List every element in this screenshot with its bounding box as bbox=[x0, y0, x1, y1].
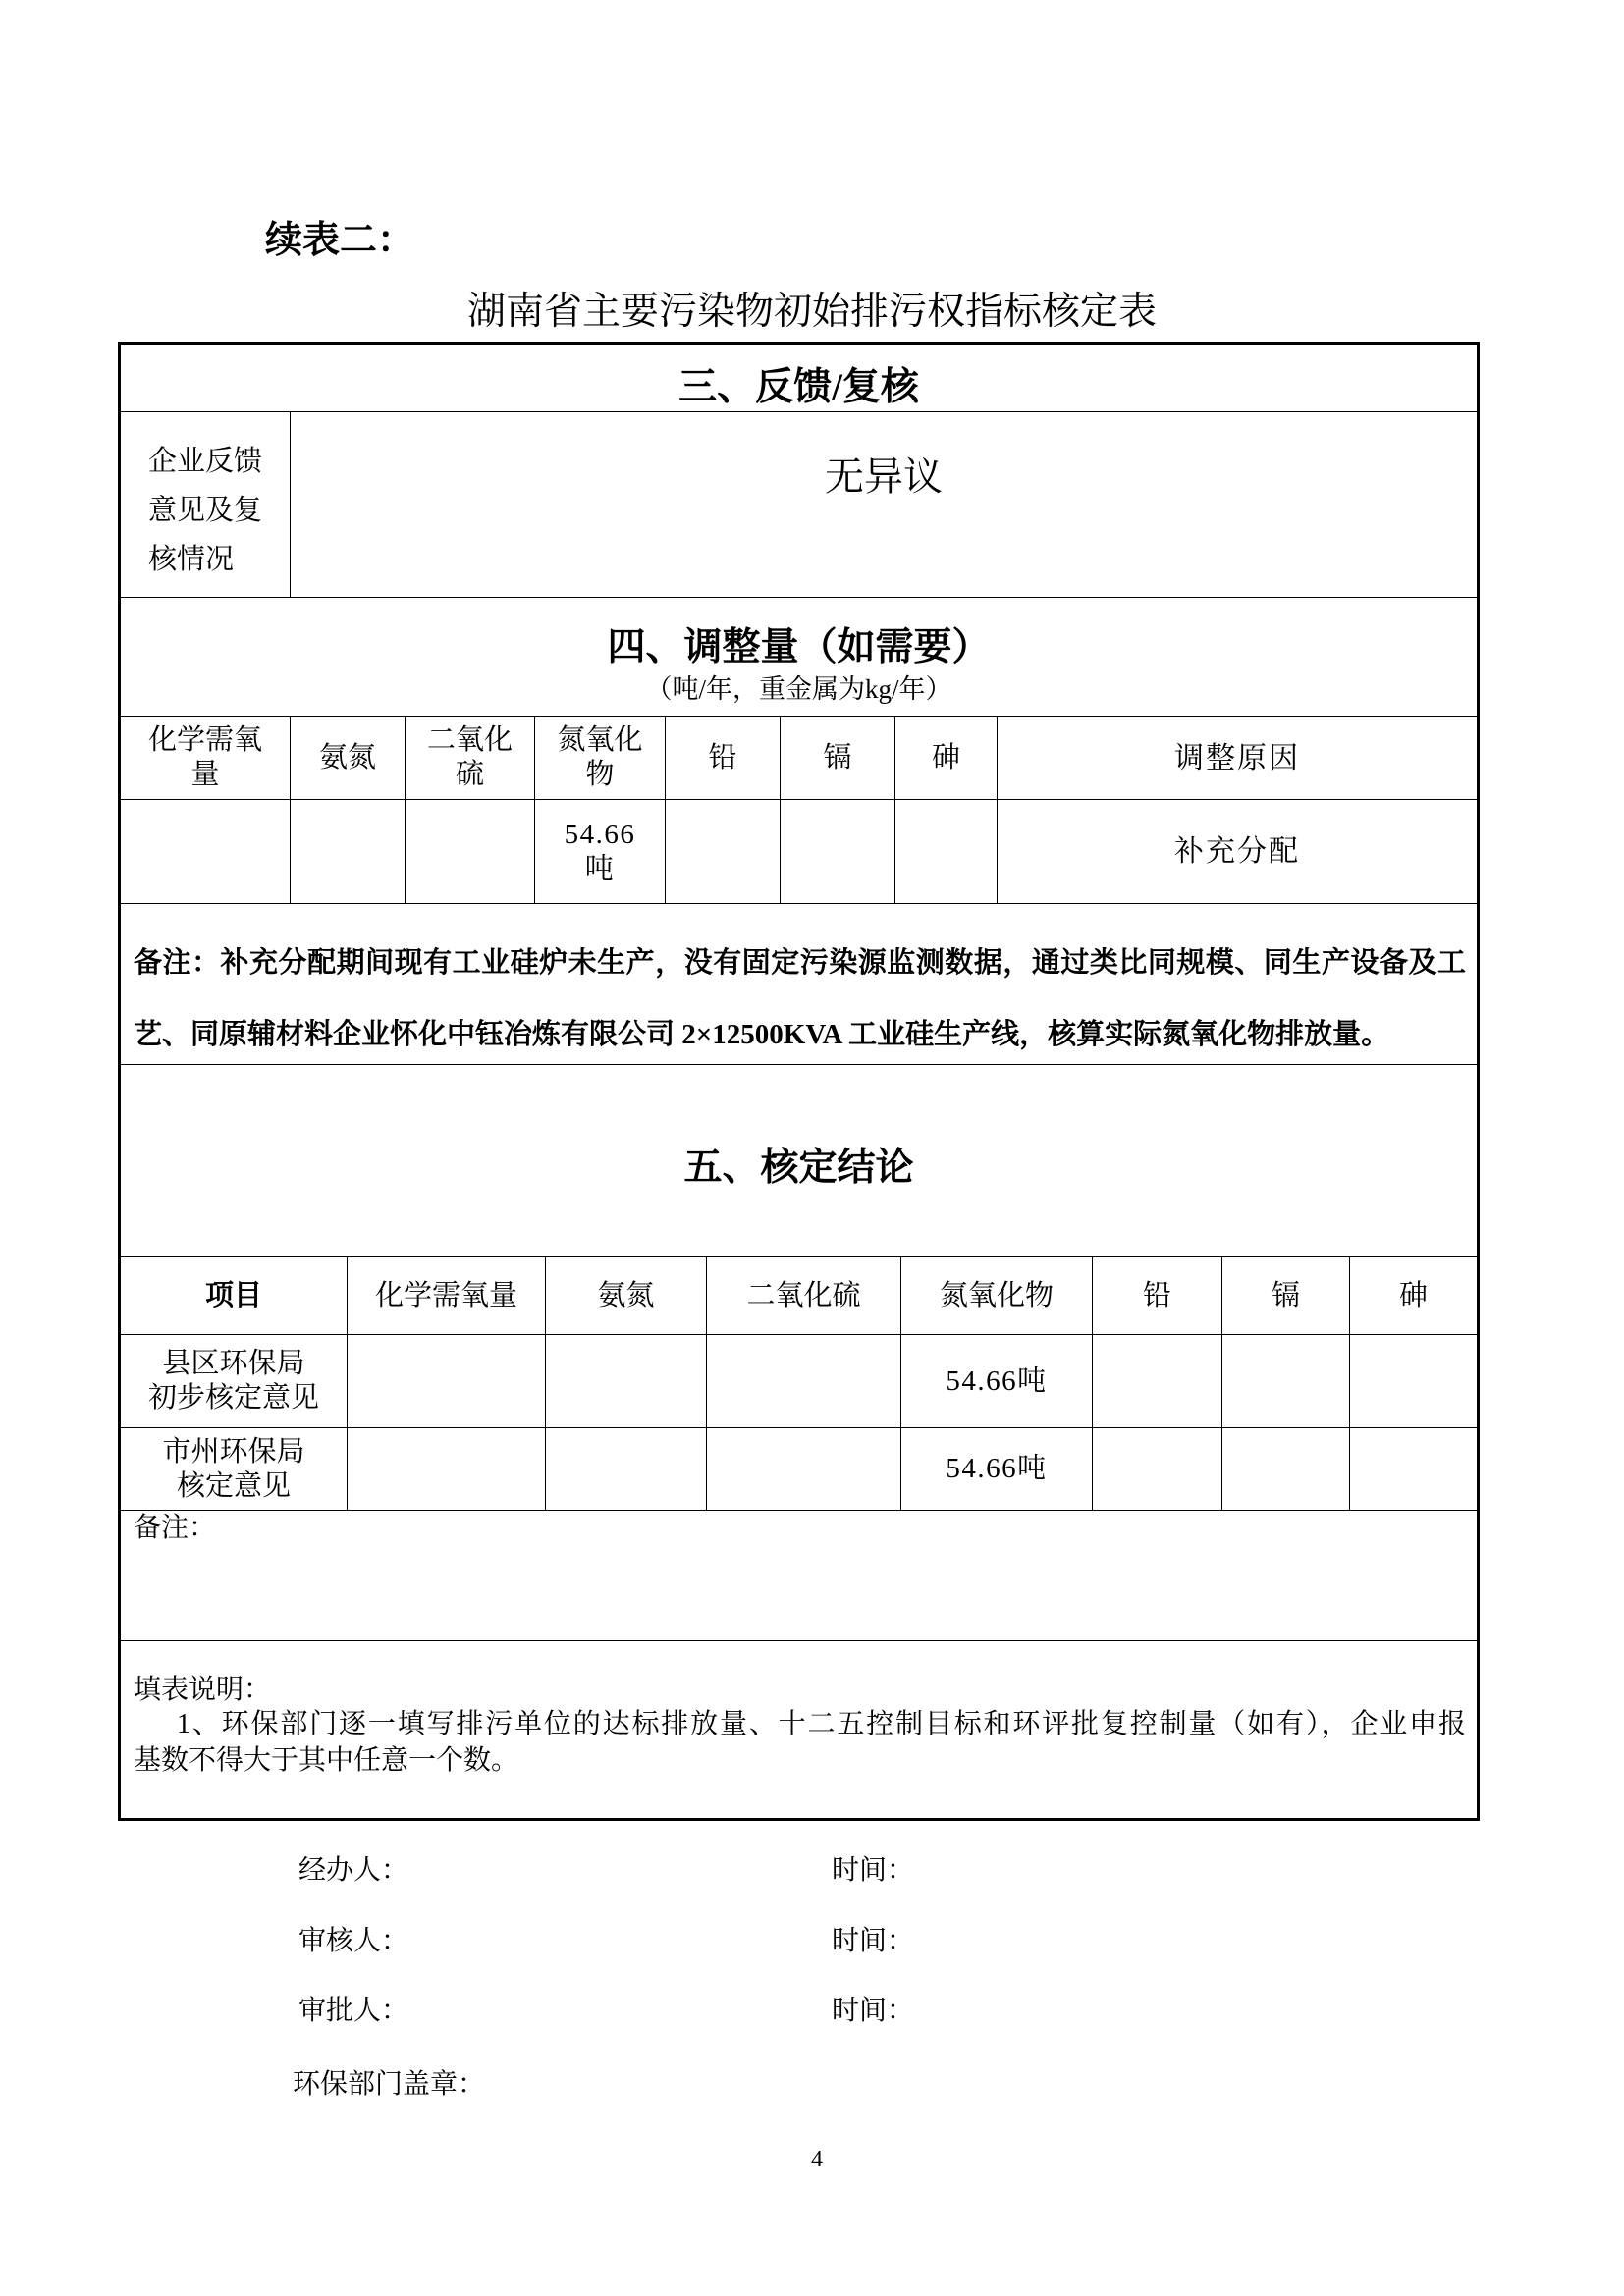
form-table bbox=[118, 342, 1480, 1821]
conclusion-row-label bbox=[121, 1428, 348, 1510]
adjustment-section-heading: 四、调整量（如需要） bbox=[607, 626, 991, 668]
adjustment-header-row bbox=[121, 717, 1477, 800]
conclusion-value-lead bbox=[1093, 1428, 1222, 1510]
conclusion-value-lead bbox=[1093, 1335, 1222, 1427]
adjustment-value-cadmium bbox=[781, 800, 895, 903]
conclusion-header-sulfur-dioxide: 二氧化硫 bbox=[707, 1257, 901, 1334]
feedback-value: 无异议 bbox=[825, 454, 943, 499]
signature-reviewer-time-label: 时间： bbox=[832, 1926, 915, 1956]
adjustment-note bbox=[121, 904, 1477, 1065]
feedback-label: 企业反馈意见及复核情况 bbox=[121, 412, 291, 597]
conclusion-row-label-line: 核定意见 bbox=[176, 1469, 291, 1502]
adjustment-header-cadmium: 镉 bbox=[781, 717, 895, 799]
conclusion-value-ammonia-nitrogen bbox=[546, 1335, 707, 1427]
conclusion-header-cod: 化学需氧量 bbox=[348, 1257, 546, 1334]
conclusion-row-label-line: 市州环保局 bbox=[162, 1435, 305, 1468]
adjustment-value-reason: 补充分配 bbox=[1174, 835, 1300, 868]
conclusion-value-cod bbox=[348, 1335, 546, 1427]
remark-label: 备注： bbox=[134, 1513, 217, 1543]
adjustment-value-arsenic bbox=[895, 800, 998, 903]
conclusion-row-county bbox=[121, 1335, 1477, 1428]
adjustment-header-lead: 铅 bbox=[666, 717, 781, 799]
conclusion-value-cadmium bbox=[1222, 1335, 1350, 1427]
conclusion-header-item: 项目 bbox=[121, 1257, 348, 1334]
adjustment-value-cod bbox=[121, 800, 291, 903]
instructions-line: 1、环保部门逐一填写排污单位的达标排放量、十二五控制目标和环评批复控制量（如有），企业申报 bbox=[177, 1709, 1466, 1739]
conclusion-row-label-line: 初步核定意见 bbox=[147, 1382, 319, 1414]
document-title: 湖南省主要污染物初始排污权指标核定表 bbox=[466, 291, 1157, 333]
conclusion-row-label-line: 县区环保局 bbox=[162, 1348, 305, 1379]
adjustment-unit-note: （吨/年，重金属为kg/年） bbox=[645, 674, 952, 704]
adjustment-header-arsenic: 砷 bbox=[895, 717, 998, 799]
adjustment-header-reason: 调整原因 bbox=[1174, 741, 1300, 774]
feedback-section-header bbox=[121, 345, 1477, 412]
page-number: 4 bbox=[811, 2147, 823, 2172]
adjustment-section-header bbox=[121, 598, 1477, 717]
adjustment-note-line: 艺、同原辅材料企业怀化中钰冶炼有限公司 2×12500KVA 工业硅生产线，核算实际氮氧化物排放量。 bbox=[134, 1019, 1390, 1050]
conclusion-value-arsenic bbox=[1350, 1335, 1477, 1427]
conclusion-row-label bbox=[121, 1335, 348, 1427]
adjustment-header-ammonia-nitrogen: 氨氮 bbox=[291, 717, 406, 799]
conclusion-value-arsenic bbox=[1350, 1428, 1477, 1510]
conclusion-value-cod bbox=[348, 1428, 546, 1510]
conclusion-value-sulfur-dioxide bbox=[707, 1335, 901, 1427]
conclusion-header-lead: 铅 bbox=[1093, 1257, 1222, 1334]
conclusion-header-nitrogen-oxides: 氮氧化物 bbox=[901, 1257, 1093, 1334]
signature-approver-time-label: 时间： bbox=[832, 1996, 915, 2026]
conclusion-header-ammonia-nitrogen: 氨氮 bbox=[546, 1257, 707, 1334]
conclusion-value-cadmium bbox=[1222, 1428, 1350, 1510]
adjustment-data-row bbox=[121, 800, 1477, 904]
conclusion-value-ammonia-nitrogen bbox=[546, 1428, 707, 1510]
conclusion-section-heading: 五、核定结论 bbox=[683, 1147, 914, 1189]
feedback-row bbox=[121, 412, 1477, 598]
conclusion-header-row bbox=[121, 1257, 1477, 1335]
signature-handler-time-label: 时间： bbox=[832, 1855, 915, 1886]
adjustment-header-nitrogen-oxides: 氮氧化物 bbox=[535, 717, 666, 799]
instructions bbox=[121, 1641, 1477, 1818]
conclusion-section-header bbox=[121, 1065, 1477, 1257]
feedback-section-heading: 三、反馈/复核 bbox=[678, 366, 919, 408]
conclusion-row-city bbox=[121, 1428, 1477, 1511]
adjustment-value-nitrogen-oxides: 54.66吨 bbox=[535, 800, 666, 903]
stamp-label: 环保部门盖章： bbox=[293, 2069, 486, 2100]
adjustment-value-ammonia-nitrogen bbox=[291, 800, 406, 903]
adjustment-header-cod: 化学需氧量 bbox=[121, 717, 291, 799]
instructions-title: 填表说明： bbox=[134, 1675, 272, 1705]
conclusion-value-sulfur-dioxide bbox=[707, 1428, 901, 1510]
adjustment-header-sulfur-dioxide: 二氧化硫 bbox=[406, 717, 535, 799]
signature-handler-label: 经办人： bbox=[298, 1855, 409, 1886]
conclusion-header-cadmium: 镉 bbox=[1222, 1257, 1350, 1334]
instructions-line: 基数不得大于其中任意一个数。 bbox=[134, 1745, 519, 1776]
conclusion-header-arsenic: 砷 bbox=[1398, 1279, 1428, 1311]
adjustment-value-lead bbox=[666, 800, 781, 903]
adjustment-value-sulfur-dioxide bbox=[406, 800, 535, 903]
conclusion-value-nitrogen-oxides: 54.66吨 bbox=[901, 1335, 1093, 1427]
continuation-label: 续表二： bbox=[265, 220, 415, 261]
adjustment-note-line: 备注：补充分配期间现有工业硅炉未生产，没有固定污染源监测数据，通过类比同规模、同生产设备及工 bbox=[134, 947, 1466, 979]
conclusion-remark bbox=[121, 1511, 1477, 1641]
conclusion-value-nitrogen-oxides: 54.66吨 bbox=[901, 1428, 1093, 1510]
signature-reviewer-label: 审核人： bbox=[298, 1926, 409, 1956]
signature-approver-label: 审批人： bbox=[298, 1996, 409, 2026]
